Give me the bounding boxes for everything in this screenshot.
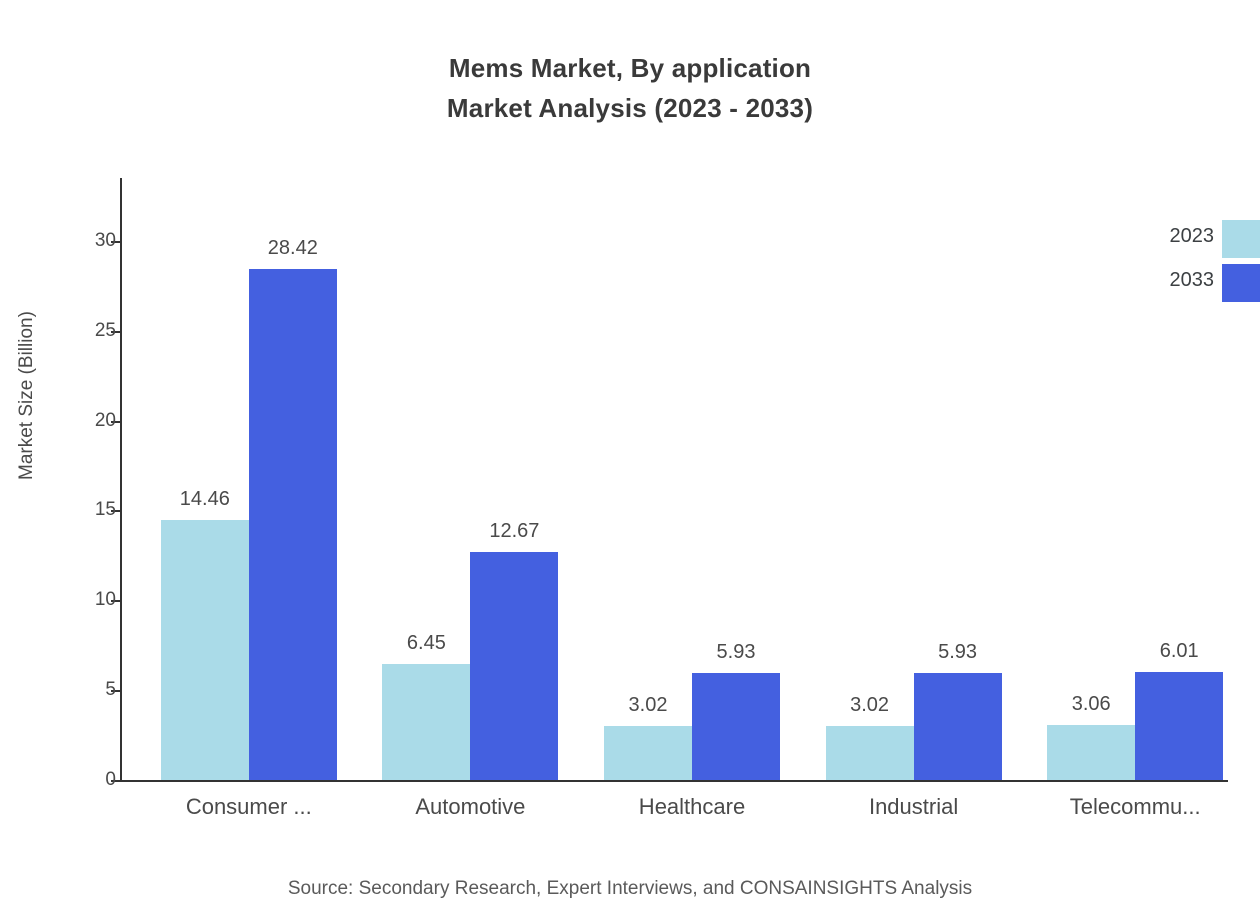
legend-label: 2033 bbox=[1169, 269, 1214, 291]
x-axis-category-label: Telecommu... bbox=[1069, 794, 1201, 819]
bar-value-label: 3.02 bbox=[628, 693, 668, 716]
plot-area bbox=[94, 178, 1228, 790]
bar-value-label: 3.02 bbox=[850, 693, 890, 716]
y-axis-tick-label: 5 bbox=[105, 679, 116, 701]
bar-0[interactable] bbox=[604, 693, 692, 780]
bar-0[interactable] bbox=[826, 693, 914, 780]
x-axis-category-label: Healthcare bbox=[638, 794, 746, 819]
bar-value-label: 28.42 bbox=[267, 237, 318, 260]
bar-0[interactable] bbox=[1047, 693, 1135, 780]
bar-1[interactable] bbox=[249, 237, 337, 780]
page-title: Mems Market, By application bbox=[448, 53, 812, 83]
x-axis-line bbox=[120, 780, 1228, 782]
bar-value-label: 5.93 bbox=[938, 641, 978, 664]
legend-item-series-1[interactable] bbox=[1118, 260, 1260, 304]
bar-group bbox=[604, 178, 780, 780]
bar-1[interactable] bbox=[470, 520, 558, 780]
legend bbox=[1118, 216, 1260, 304]
y-axis-tick-label: 10 bbox=[94, 589, 116, 611]
bar-group bbox=[382, 178, 558, 780]
y-axis-tick-label: 25 bbox=[94, 319, 116, 341]
bar-value-label: 6.45 bbox=[406, 632, 446, 655]
x-axis-category-label: Automotive bbox=[415, 794, 526, 819]
x-axis-category-label: Industrial bbox=[868, 794, 959, 819]
bar-group bbox=[161, 178, 337, 780]
legend-swatch-icon bbox=[1222, 220, 1260, 258]
bar-1[interactable] bbox=[1135, 640, 1223, 780]
chart-subtitle: Market Analysis (2023 - 2033) bbox=[446, 93, 814, 123]
bar-1[interactable] bbox=[914, 641, 1002, 780]
bar-value-label: 5.93 bbox=[716, 641, 756, 664]
y-axis-title: Market Size (Billion) bbox=[16, 311, 37, 480]
y-axis-tick-label: 20 bbox=[94, 409, 116, 431]
legend-item-series-0[interactable] bbox=[1118, 216, 1260, 260]
bar-value-label: 12.67 bbox=[489, 520, 540, 543]
bar-value-label: 3.06 bbox=[1071, 693, 1111, 716]
y-axis-tick-label: 15 bbox=[94, 499, 116, 521]
legend-label: 2023 bbox=[1169, 225, 1214, 247]
bar-value-label: 14.46 bbox=[179, 488, 230, 511]
legend-swatch-icon bbox=[1222, 264, 1260, 302]
bar-group bbox=[826, 178, 1002, 780]
y-axis-line bbox=[120, 178, 122, 782]
chart-title-block bbox=[0, 48, 1260, 128]
x-axis-category-label: Consumer ... bbox=[185, 794, 312, 819]
y-axis-tick-label: 30 bbox=[94, 229, 116, 251]
source-note: Source: Secondary Research, Expert Interviews, and CONSAINSIGHTS Analysis bbox=[287, 878, 973, 899]
bar-1[interactable] bbox=[692, 641, 780, 780]
bar-0[interactable] bbox=[161, 488, 249, 780]
y-axis-tick-label: 0 bbox=[105, 769, 116, 790]
bar-0[interactable] bbox=[382, 632, 470, 780]
bar-value-label: 6.01 bbox=[1159, 640, 1199, 662]
